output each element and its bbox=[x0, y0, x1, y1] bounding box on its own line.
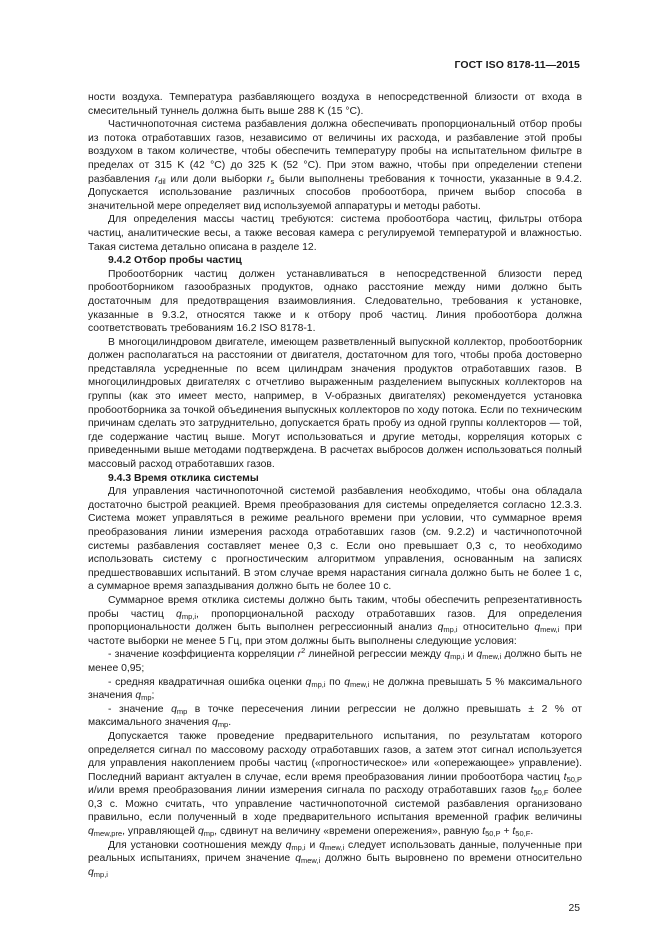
section-heading: 9.4.3 Время отклика системы bbox=[108, 472, 259, 484]
paragraph: ности воздуха. Температура разбавляющего воздуха в непосредственной близости от входа в смесительный туннель должна быть выше 288 K (15 °С). bbox=[88, 92, 582, 117]
paragraph: Для установки соотношения между $q_{mp,i}$ и $q_{mew,i}$ следует использовать данные, полученные при реальных испытаниях, причем значение $q_{mew,i}$ должно быть выровнено по времени относительно $q_{mp,i}$ bbox=[88, 839, 582, 879]
page-number: 25 bbox=[568, 903, 580, 914]
document-body bbox=[88, 91, 582, 879]
section-heading: 9.4.2 Отбор пробы частиц bbox=[108, 255, 242, 267]
paragraph: В многоцилиндровом двигателе, имеющем разветвленный выпускной коллектор, пробоотборник должен располагаться на расстоянии от двигателя, достаточном для того, чтобы проба достоверно представляла усредненные по всем цилиндрам значения продуктов отработавших газов. В многоцилиндровых двигателях с отчетливо выраженным разделением выпускных коллекторов на группы (как это имеет место, например, в V-образных двигателях) рекомендуется установка пробоотборника за точкой объединения выпускных коллекторов по ходу потока. Если по техническим причинам сделать это затруднительно, допускается брать пробу из одной группы коллекторов — той, где содержание частиц выше. Могут использоваться и другие методы, корреляция которых с приведенными выше методами подтверждена. В расчетах выбросов должен использоваться полный массовый расход отработавших газов. bbox=[88, 336, 582, 471]
paragraph: Для управления частичнопоточной системой разбавления необходимо, чтобы она обладала достаточно быстрой реакцией. Время преобразования для системы определяется согласно 12.3.3. Система может управляться в режиме реального времени при условии, что суммарное время преобразования линии измерения расхода отработавших газов (см. 9.2.2) и частичнопоточной системы разбавления составляет менее 0,3 с. Если оно превышает 0,3 с, то необходимо использовать систему с прогностическим алгоритмом управления, основанным на записях предшествовавших испытаний. В этом случае время нарастания сигнала должно быть не более 1 с, а суммарное время запаздывания должно быть не более 10 с. bbox=[88, 486, 582, 593]
list-item: - значение $q_{mp}$ в точке пересечения линии регрессии не должно превышать ± 2 % от максимального значения $q_{mp}$. bbox=[88, 703, 582, 730]
paragraph: Допускается также проведение предварительного испытания, по результатам которого определяется сигнал по массовому расходу отработавших газов, а затем этот сигнал используется для управления накоплением пробы частиц («прогностическое» или «опережающее» управление). Последний вариант актуален в случае, если время преобразования линии пробоотбора частиц $t_{50,P}$ и/или время преобразования линии измерения сигнала по расходу отработавших газов $t_{50,F}$ более 0,3 с. Можно считать, что управление частичнопоточной системой разбавления организовано правильно, если полученный в ходе предварительного испытания временной график величины $q_{mew,pre}$, управляющей $q_{mp}$, сдвинут на величину «времени опережения», равную $t_{50,P} + t_{50,F}$. bbox=[88, 730, 582, 839]
list-item: - значение коэффициента корреляции $r^2$ линейной регрессии между $q_{mp,i}$ и $q_{mew,i}$ должно быть не менее 0,95; bbox=[88, 646, 583, 674]
list-item: - средняя квадратичная ошибка оценки $q_{mp,i}$ по $q_{mew,i}$ не должна превышать 5 % максимального значения $q_{mp}$; bbox=[88, 676, 582, 703]
paragraph: Пробоотборник частиц должен устанавливаться в непосредственной близости перед пробоотборником газообразных продуктов, однако расстояние между ними должно быть достаточным для предотвращения взаимовлияния. Следовательно, требования к установке, указанные в 9.3.2, относятся также и к отбору проб частиц. Линия пробоотбора должна соответствовать требованиям 16.2 ISO 8178-1. bbox=[88, 268, 582, 335]
document-header-id: ГОСТ ISO 8178-11—2015 bbox=[454, 59, 580, 71]
paragraph: Для определения массы частиц требуются: система пробоотбора частиц, фильтры отбора частиц, аналитические весы, а также весовая камера с регулируемой температурой и влажностью. Такая система детально описана в разделе 12. bbox=[88, 214, 582, 253]
paragraph: Суммарное время отклика системы должно быть таким, чтобы обеспечить репрезентативность пробы частиц $q_{mp,i}$, пропорциональной расходу отработавших газов. Для определения пропорциональности должен быть выполнен регрессионный анализ $q_{mp,i}$ относительно $q_{mew,i}$ при частоте выборки не менее 5 Гц, при этом должны быть выполнены следующие условия: bbox=[88, 594, 583, 647]
paragraph: Частичнопоточная система разбавления должна обеспечивать пропорциональный отбор пробы из потока отработавших газов, независимо от величины их расхода, и разбавление этой пробы воздухом в таком количестве, чтобы обеспечить температуру пробы на испытательном фильтре в пределах от 315 K (42 °С) до 325 K (52 °С). При этом важно, чтобы при определении степени разбавления $r_{dil}$ или доли выборки $r_s$ были выполнены требования к точности, указанные в 9.4.2. Допускается использование различных способов пробоотбора, причем выбор способа в значительной мере определяет вид используемой аппаратуры и методы работы. bbox=[88, 119, 583, 212]
